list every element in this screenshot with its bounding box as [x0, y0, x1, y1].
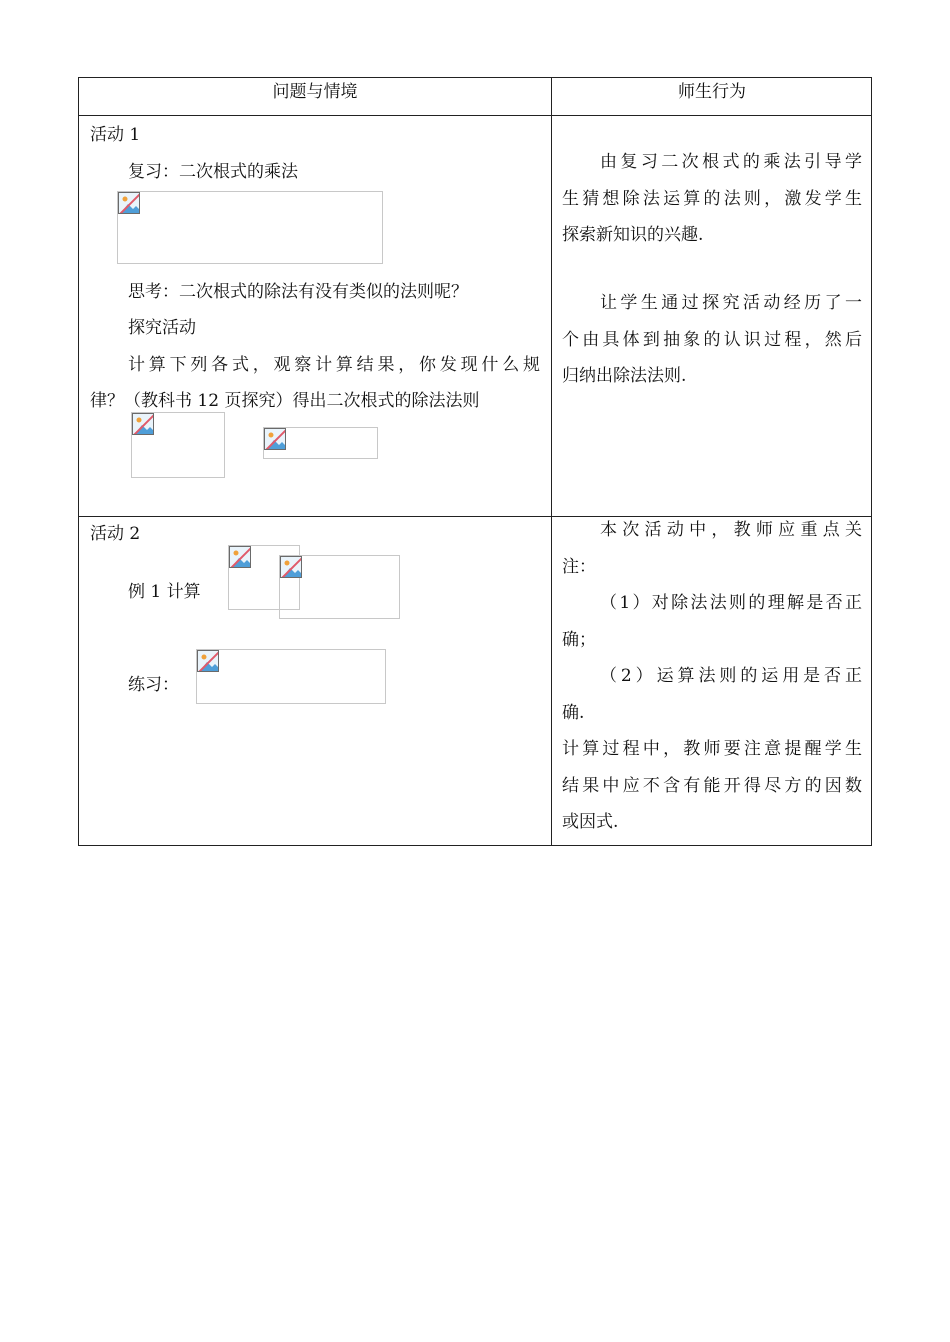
- broken-image-icon: [197, 650, 219, 672]
- exploration-image-1: [131, 412, 225, 478]
- multiplication-formula-image: [117, 191, 383, 264]
- explore-activity-label: 探究活动: [128, 318, 196, 338]
- activity-1-title: 活动 1: [90, 125, 141, 145]
- lesson-table: [78, 77, 872, 846]
- note-line: 注：: [562, 556, 596, 577]
- note-line: 确.: [562, 702, 585, 723]
- column-divider: [551, 78, 552, 845]
- note-line: 个由具体到抽象的认识过程，然后: [562, 329, 862, 350]
- note-line: 让学生通过探究活动经历了一: [600, 293, 862, 313]
- think-question: 思考：二次根式的除法有没有类似的法则呢？: [128, 282, 468, 302]
- note-line: 归纳出除法法则.: [562, 366, 687, 386]
- task-text-line-2: 律？（教科书 12 页探究）得出二次根式的除法法则: [90, 391, 480, 411]
- note-line: 由复习二次根式的乘法引导学: [600, 152, 862, 172]
- note-line: 或因式.: [562, 812, 619, 832]
- broken-image-icon: [229, 546, 251, 568]
- note-line: （2）运算法则的运用是否正: [600, 666, 862, 686]
- broken-image-icon: [132, 413, 154, 435]
- exploration-image-2: [263, 427, 378, 459]
- note-line: （1）对除法法则的理解是否正: [600, 593, 862, 613]
- note-line: 确；: [562, 629, 596, 650]
- teacher-note-focus: [562, 512, 862, 841]
- broken-image-icon: [264, 428, 286, 450]
- header-problem-situation: 问题与情境: [272, 82, 358, 102]
- example-expression-image-2: [279, 555, 400, 619]
- broken-image-icon: [118, 192, 140, 214]
- broken-image-icon: [280, 556, 302, 578]
- note-line: 探索新知识的兴趣.: [562, 225, 704, 245]
- teacher-note-exploration: [562, 285, 862, 395]
- note-line: 本次活动中，教师应重点关: [600, 520, 862, 540]
- activity-2-title: 活动 2: [90, 524, 141, 544]
- note-line: 计算过程中，教师要注意提醒学生: [562, 739, 862, 759]
- note-line: 结果中应不含有能开得尽方的因数: [562, 775, 862, 796]
- note-line: 生猜想除法运算的法则，激发学生: [562, 188, 862, 209]
- row-divider-header: [79, 115, 871, 116]
- practice-expression-image: [196, 649, 386, 704]
- review-text: 复习：二次根式的乘法: [128, 162, 298, 182]
- example-1-label: 例 1 计算: [128, 582, 201, 602]
- task-text-line-1: 计算下列各式，观察计算结果，你发现什么规: [128, 355, 540, 375]
- practice-label: 练习：: [128, 675, 179, 695]
- teacher-note-guidance: [562, 144, 862, 254]
- header-teacher-student-behavior: 师生行为: [678, 82, 746, 102]
